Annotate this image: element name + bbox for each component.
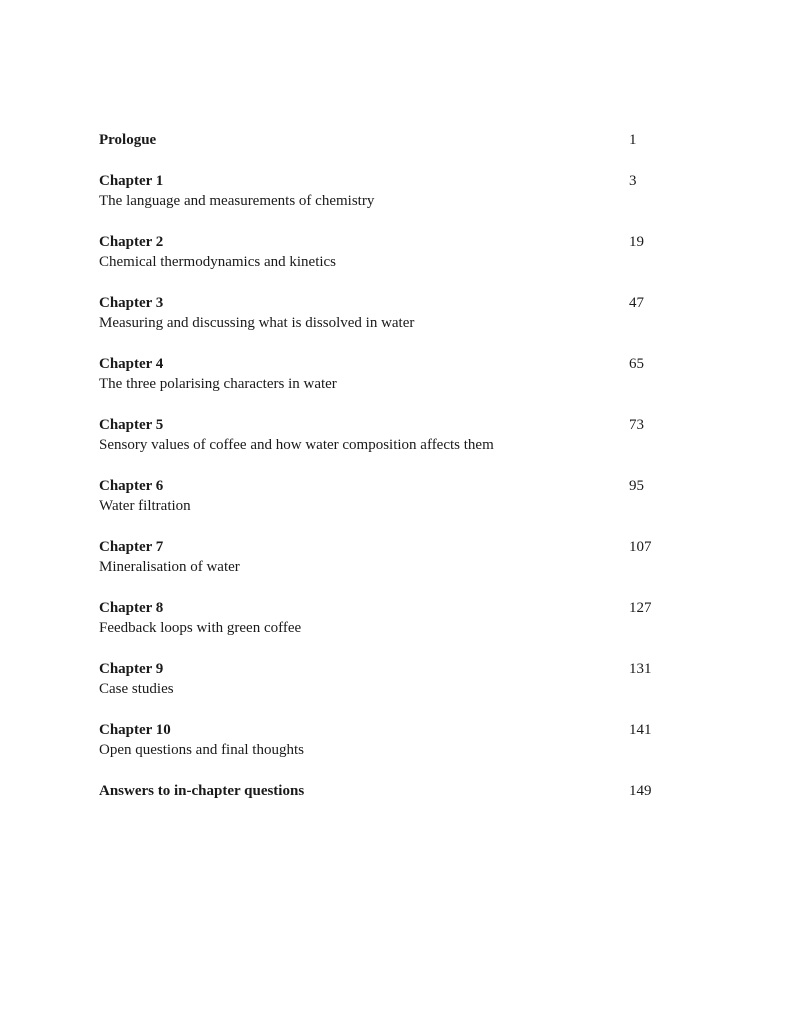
toc-subtitle: Feedback loops with green coffee <box>99 620 302 636</box>
toc-heading: Answers to in-chapter questions <box>99 782 305 799</box>
toc-heading: Chapter 3 <box>99 294 164 311</box>
toc-subtitle: The three polarising characters in water <box>99 376 337 392</box>
toc-subtitle: Mineralisation of water <box>99 559 240 575</box>
toc-entry-chapter-7[interactable] <box>99 537 699 578</box>
toc-heading: Chapter 8 <box>99 599 164 616</box>
toc-page-number: 73 <box>629 416 644 433</box>
toc-entry-chapter-5[interactable] <box>99 415 699 456</box>
toc-heading: Prologue <box>99 132 157 148</box>
toc-heading: Chapter 9 <box>99 660 164 677</box>
toc-entry-chapter-9[interactable] <box>99 659 699 700</box>
toc-entry-answers[interactable] <box>99 781 699 802</box>
toc-entry-chapter-4[interactable] <box>99 354 699 395</box>
toc-page-number: 107 <box>629 538 652 555</box>
toc-heading: Chapter 5 <box>99 416 164 433</box>
toc-page-number: 19 <box>629 233 644 250</box>
toc-subtitle: Measuring and discussing what is dissolved in water <box>99 315 415 331</box>
toc-heading: Chapter 1 <box>99 172 164 189</box>
toc-page-number: 1 <box>629 132 637 148</box>
toc-subtitle: The language and measurements of chemistry <box>99 193 375 209</box>
toc-entry-chapter-2[interactable] <box>99 232 699 273</box>
toc-heading: Chapter 4 <box>99 355 164 372</box>
toc-entry-chapter-1[interactable] <box>99 171 699 212</box>
toc-subtitle: Water filtration <box>99 498 191 514</box>
toc-page-number: 65 <box>629 355 644 372</box>
toc-heading: Chapter 7 <box>99 538 164 555</box>
toc-page-number: 149 <box>629 782 652 799</box>
toc-subtitle: Sensory values of coffee and how water composition affects them <box>99 437 494 453</box>
table-of-contents <box>99 130 699 821</box>
toc-page-number: 131 <box>629 660 652 677</box>
toc-entry-chapter-6[interactable] <box>99 476 699 517</box>
toc-heading: Chapter 6 <box>99 477 164 494</box>
toc-page-number: 95 <box>629 477 644 494</box>
toc-subtitle: Open questions and final thoughts <box>99 742 304 758</box>
toc-subtitle: Chemical thermodynamics and kinetics <box>99 254 337 270</box>
toc-subtitle: Case studies <box>99 681 174 697</box>
toc-heading: Chapter 10 <box>99 721 171 738</box>
toc-heading: Chapter 2 <box>99 233 164 250</box>
toc-entry-prologue[interactable] <box>99 130 699 151</box>
toc-page-number: 127 <box>629 599 652 616</box>
toc-page-number: 47 <box>629 294 644 311</box>
toc-entry-chapter-10[interactable] <box>99 720 699 761</box>
toc-entry-chapter-3[interactable] <box>99 293 699 334</box>
toc-page-number: 141 <box>629 721 652 738</box>
toc-entry-chapter-8[interactable] <box>99 598 699 639</box>
toc-page-number: 3 <box>629 172 637 189</box>
